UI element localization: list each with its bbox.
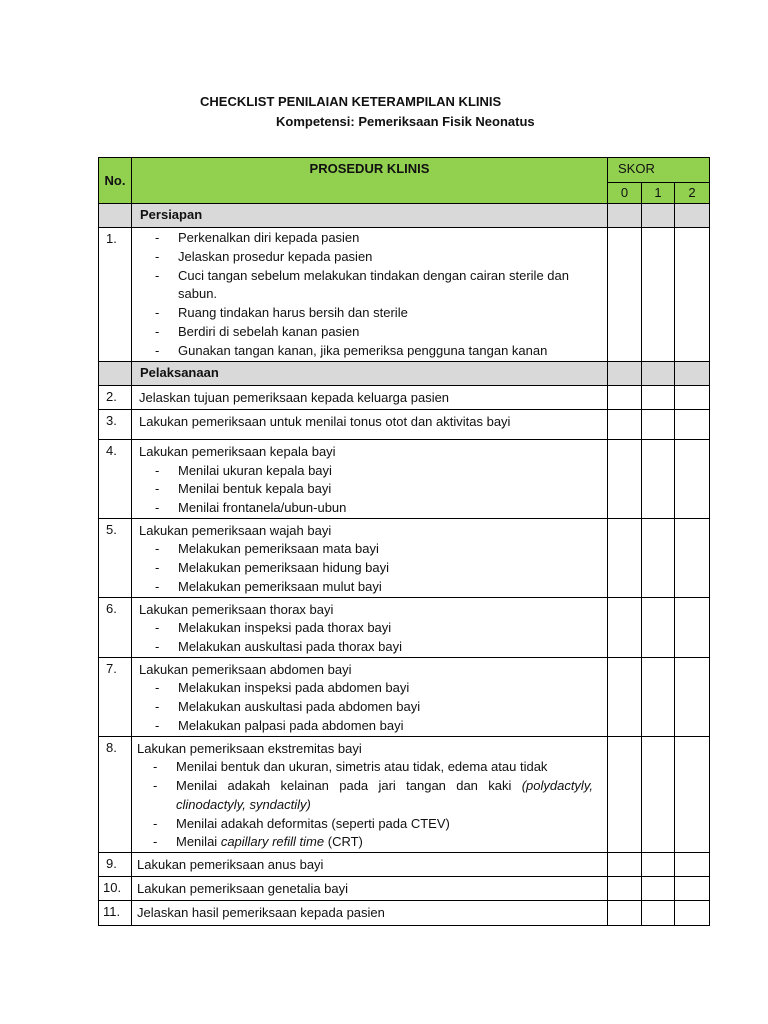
row-procedure-title: Lakukan pemeriksaan abdomen bayi [139, 661, 352, 677]
table-row [99, 440, 710, 519]
table-row [99, 657, 710, 736]
list-item-text: (CRT) [327, 834, 363, 850]
row-number: 2. [99, 386, 132, 410]
score-cell [608, 877, 642, 901]
score-cell [608, 204, 642, 228]
score-cell [608, 518, 642, 597]
table-row [99, 736, 710, 852]
list-item: - Cuci tangan sebelum melakukan tindakan dengan cairan sterile dan sabun. [139, 267, 593, 305]
header-row-top [99, 158, 710, 183]
row-number: 8. [99, 736, 132, 852]
table-row [99, 853, 710, 877]
row-procedure [132, 518, 608, 597]
score-cell [642, 597, 675, 657]
header-skor: SKOR [608, 158, 710, 183]
score-cell [642, 410, 675, 440]
score-cell [642, 853, 675, 877]
row-number: 10. [99, 877, 132, 901]
score-cell [608, 597, 642, 657]
table-row [99, 518, 710, 597]
row-number: 7. [99, 657, 132, 736]
row-procedure-title: Lakukan pemeriksaan kepala bayi [139, 444, 336, 459]
list-item: - Menilai ukuran kepala bayi [139, 462, 593, 481]
table-row [99, 877, 710, 901]
list-item: - Menilai bentuk dan ukuran, simetris atau tidak, edema atau tidak [137, 758, 593, 777]
section-persiapan: Persiapan [132, 204, 608, 228]
list-item: - Melakukan palpasi pada abdomen bayi [139, 717, 593, 736]
list-item: - Ruang tindakan harus bersih dan sterile [139, 304, 593, 323]
header-no: No. [99, 158, 132, 204]
header-score-2: 2 [675, 183, 710, 204]
section-pelaksanaan: Pelaksanaan [132, 362, 608, 386]
score-cell [675, 597, 710, 657]
row-procedure: Lakukan pemeriksaan genetalia bayi [132, 877, 608, 901]
header-score-0: 0 [608, 183, 642, 204]
list-item: - Melakukan pemeriksaan hidung bayi [139, 559, 593, 578]
score-cell [608, 853, 642, 877]
score-cell [608, 362, 642, 386]
table-row [99, 901, 710, 926]
list-item [137, 777, 593, 815]
row-number: 1. [99, 228, 132, 362]
row-number: 9. [99, 853, 132, 877]
list-item: - Menilai adakah deformitas (seperti pada CTEV) [137, 815, 593, 834]
score-cell [642, 657, 675, 736]
score-cell [642, 440, 675, 519]
header-prosedur: PROSEDUR KLINIS [132, 158, 608, 204]
list-item: - Menilai frontanela/ubun-ubun [139, 499, 593, 518]
header-score-1: 1 [642, 183, 675, 204]
table-row [99, 597, 710, 657]
score-cell [675, 657, 710, 736]
list-item: - Melakukan auskultasi pada thorax bayi [139, 638, 593, 657]
row-number: 4. [99, 440, 132, 519]
score-cell [642, 362, 675, 386]
list-item: - Melakukan auskultasi pada abdomen bayi [139, 698, 593, 717]
score-cell [675, 440, 710, 519]
list-item: - Melakukan inspeksi pada thorax bayi [139, 619, 593, 638]
score-cell [642, 204, 675, 228]
score-cell [608, 228, 642, 362]
list-item: - Melakukan pemeriksaan mulut bayi [139, 578, 593, 597]
score-cell [608, 736, 642, 852]
list-item: - Jelaskan prosedur kepada pasien [139, 248, 593, 267]
score-cell [675, 853, 710, 877]
row-procedure: Lakukan pemeriksaan untuk menilai tonus otot dan aktivitas bayi [132, 410, 608, 440]
row-procedure [132, 657, 608, 736]
score-cell [675, 204, 710, 228]
list-item-text: Menilai adakah kelainan pada jari tangan dan kaki [176, 778, 512, 794]
row-procedure: Lakukan pemeriksaan anus bayi [132, 853, 608, 877]
row-procedure-title: Lakukan pemeriksaan ekstremitas bayi [137, 740, 362, 756]
score-cell [675, 901, 710, 926]
score-cell [608, 901, 642, 926]
score-cell [675, 362, 710, 386]
score-cell [642, 877, 675, 901]
list-item-italic: (polydactyly, clinodactyly, syndactily) [176, 778, 593, 812]
row-procedure [132, 228, 608, 362]
score-cell [608, 440, 642, 519]
score-cell [675, 410, 710, 440]
section-no-cell [99, 362, 132, 386]
list-item: - Melakukan inspeksi pada abdomen bayi [139, 679, 593, 698]
list-item: - Menilai bentuk kepala bayi [139, 480, 593, 499]
score-cell [675, 736, 710, 852]
row-procedure: Jelaskan hasil pemeriksaan kepada pasien [132, 901, 608, 926]
row-procedure [132, 597, 608, 657]
score-cell [608, 386, 642, 410]
section-row-pelaksanaan [99, 362, 710, 386]
list-item-italic: capillary refill time [220, 834, 325, 850]
list-item: - Berdiri di sebelah kanan pasien [139, 323, 593, 342]
row-procedure [132, 440, 608, 519]
row-procedure [132, 736, 608, 852]
checklist-table [98, 157, 710, 926]
row-number: 6. [99, 597, 132, 657]
score-cell [675, 386, 710, 410]
score-cell [642, 736, 675, 852]
row-procedure-title: Lakukan pemeriksaan wajah bayi [139, 522, 332, 538]
score-cell [642, 386, 675, 410]
row-procedure: Jelaskan tujuan pemeriksaan kepada keluarga pasien [132, 386, 608, 410]
list-item: - Perkenalkan diri kepada pasien [139, 229, 593, 248]
section-row-persiapan [99, 204, 710, 228]
section-no-cell [99, 204, 132, 228]
table-row [99, 386, 710, 410]
score-cell [642, 518, 675, 597]
list-item: - Melakukan pemeriksaan mata bayi [139, 540, 593, 559]
row-number: 11. [99, 901, 132, 926]
score-cell [675, 228, 710, 362]
score-cell [675, 518, 710, 597]
score-cell [642, 228, 675, 362]
score-cell [642, 901, 675, 926]
page-title: CHECKLIST PENILAIAN KETERAMPILAN KLINIS [200, 94, 502, 109]
list-item-text: Menilai [176, 834, 218, 850]
score-cell [608, 657, 642, 736]
list-item [137, 833, 593, 852]
table-row [99, 228, 710, 362]
row-number: 5. [99, 518, 132, 597]
row-number: 3. [99, 410, 132, 440]
page-subtitle: Kompetensi: Pemeriksaan Fisik Neonatus [276, 114, 535, 129]
score-cell [675, 877, 710, 901]
score-cell [608, 410, 642, 440]
table-row [99, 410, 710, 440]
list-item: - Gunakan tangan kanan, jika pemeriksa pengguna tangan kanan [139, 342, 593, 361]
row-procedure-title: Lakukan pemeriksaan thorax bayi [139, 601, 334, 617]
